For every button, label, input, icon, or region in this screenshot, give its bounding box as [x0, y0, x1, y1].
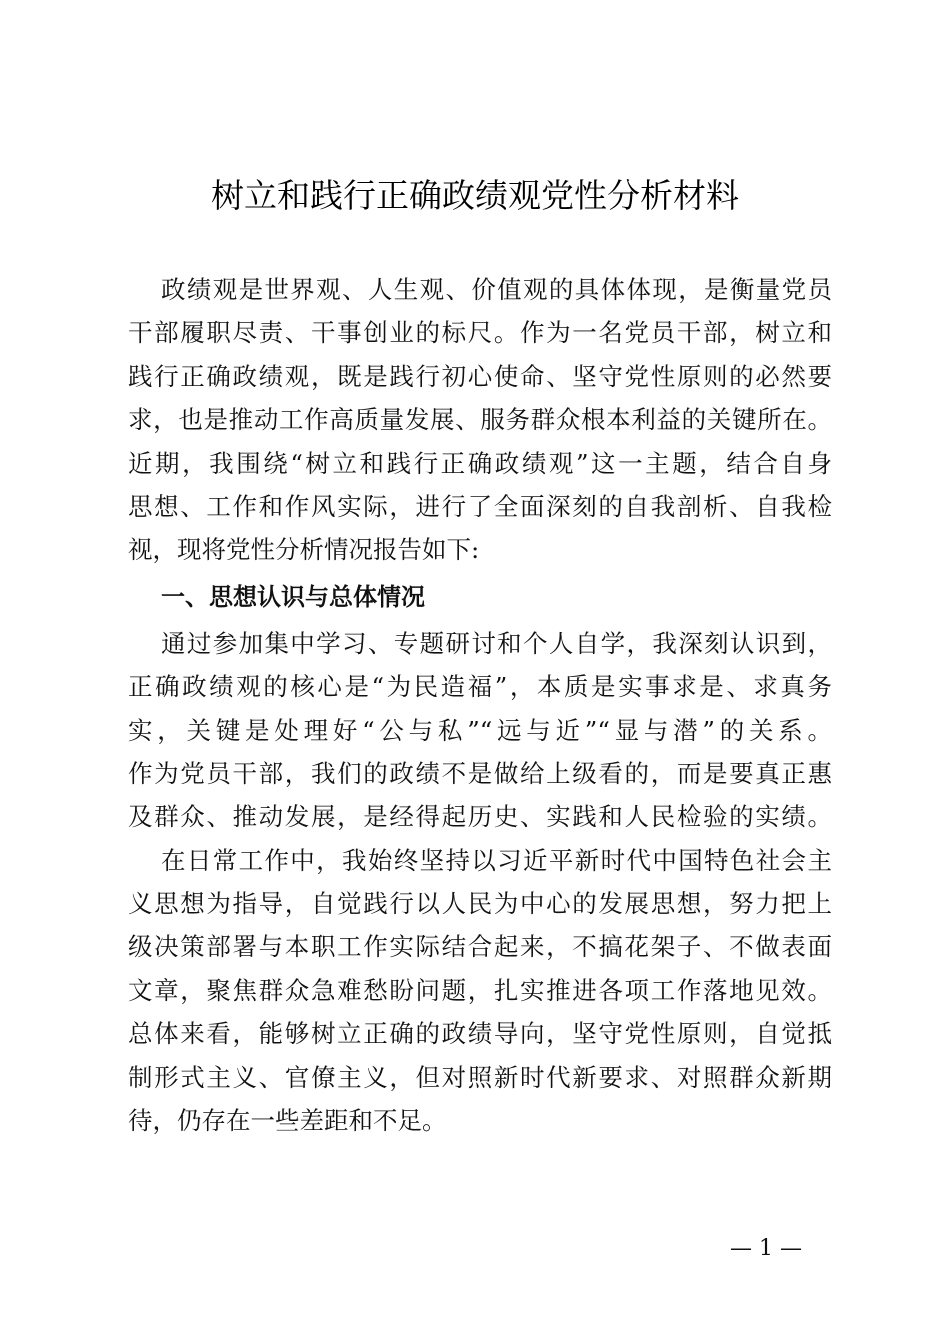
paragraph-line: 级决策部署与本职工作实际结合起来，不搞花架子、不做表面 [128, 932, 832, 962]
paragraph-line: 总体来看，能够树立正确的政绩导向，坚守党性原则，自觉抵 [128, 1019, 832, 1049]
paragraph-line: 待，仍存在一些差距和不足。 [128, 1106, 447, 1136]
paragraph-line: 及群众、推动发展，是经得起历史、实践和人民检验的实绩。 [128, 802, 832, 832]
paragraph-line: 正确政绩观的核心是“为民造福”，本质是实事求是、求真务 [128, 672, 832, 702]
paragraph-line: 作为党员干部，我们的政绩不是做给上级看的，而是要真正惠 [128, 758, 832, 788]
paragraph-line: 通过参加集中学习、专题研讨和个人自学，我深刻认识到， [161, 628, 832, 658]
document-body [128, 268, 832, 1142]
section-heading: 一、思想认识与总体情况 [161, 582, 425, 611]
paragraph-line: 政绩观是世界观、人生观、价值观的具体体现，是衡量党员 [161, 275, 832, 304]
paragraph-line: 实，关键是处理好“公与私”“远与近”“显与潜”的关系。 [128, 715, 832, 745]
paragraph-line: 求，也是推动工作高质量发展、服务群众根本利益的关键所在。 [128, 405, 832, 435]
paragraph-line: 践行正确政绩观，既是践行初心使命、坚守党性原则的必然要 [128, 361, 832, 391]
paragraph-line: 制形式主义、官僚主义，但对照新时代新要求、对照群众新期 [128, 1062, 832, 1092]
paragraph-line: 在日常工作中，我始终坚持以习近平新时代中国特色社会主 [161, 845, 832, 875]
document-title: 树立和践行正确政绩观党性分析材料 [211, 176, 739, 215]
paragraph-line: 思想、工作和作风实际，进行了全面深刻的自我剖析、自我检 [128, 491, 832, 521]
paragraph-line: 干部履职尽责、干事创业的标尺。作为一名党员干部，树立和 [128, 318, 832, 348]
page-number: — 1 — [730, 1236, 802, 1261]
paragraph-line: 近期，我围绕“树立和践行正确政绩观”这一主题，结合自身 [128, 448, 832, 478]
paragraph-line: 视，现将党性分析情况报告如下: [128, 535, 480, 565]
paragraph-line: 文章，聚焦群众急难愁盼问题，扎实推进各项工作落地见效。 [128, 975, 832, 1005]
paragraph-line: 义思想为指导，自觉践行以人民为中心的发展思想，努力把上 [128, 889, 832, 919]
